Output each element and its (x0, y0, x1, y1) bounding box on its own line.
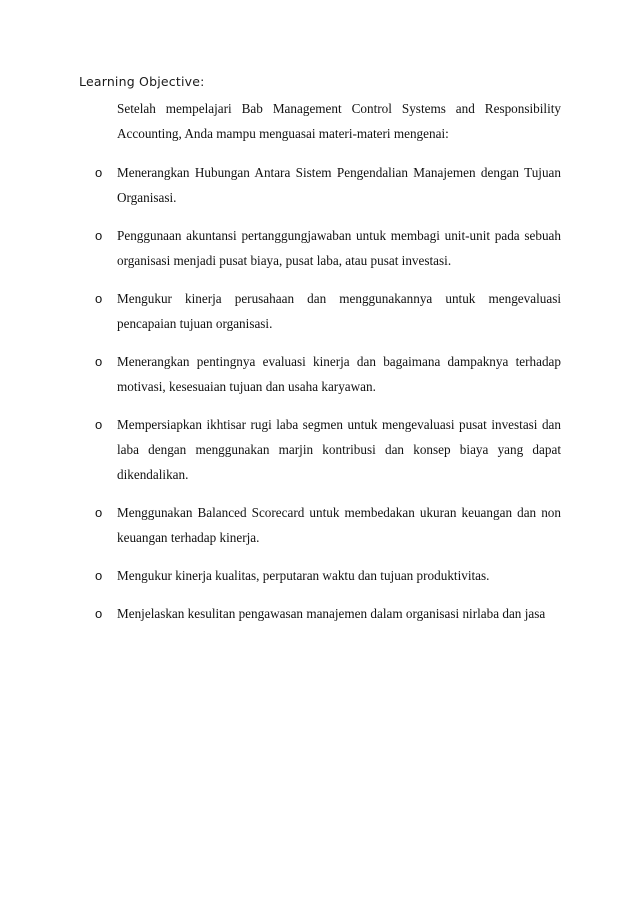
objective-text: Penggunaan akuntansi pertanggungjawaban untuk membagi unit-unit pada sebuah organisasi menjadi pusat biaya, pusat laba, atau pusat investasi. (117, 228, 561, 268)
bullet-circle-icon: o (95, 354, 103, 369)
objective-text: Menerangkan Hubungan Antara Sistem Pengendalian Manajemen dengan Tujuan Organisasi. (117, 165, 561, 205)
objective-text: Mengukur kinerja perusahaan dan menggunakannya untuk mengevaluasi pencapaian tujuan organisasi. (117, 291, 561, 331)
objective-item (0, 563, 638, 588)
intro-paragraph: Setelah mempelajari Bab Management Control Systems and Responsibility Accounting, Anda mampu menguasai materi-materi mengenai: (117, 101, 561, 141)
bullet-circle-icon: o (95, 505, 103, 520)
objective-item (0, 412, 638, 487)
objective-item (0, 500, 638, 550)
objective-item (0, 160, 638, 210)
objective-item (0, 223, 638, 273)
objective-item (0, 601, 638, 626)
objective-item (0, 286, 638, 336)
bullet-circle-icon: o (95, 568, 103, 583)
objective-text: Menerangkan pentingnya evaluasi kinerja dan bagaimana dampaknya terhadap motivasi, kesesuaian tujuan dan usaha karyawan. (117, 354, 561, 394)
objective-text: Mengukur kinerja kualitas, perputaran waktu dan tujuan produktivitas. (117, 568, 490, 583)
learning-objective-heading: Learning Objective: (79, 74, 205, 89)
objective-text: Menjelaskan kesulitan pengawasan manajemen dalam organisasi nirlaba dan jasa (117, 606, 546, 621)
bullet-circle-icon: o (95, 291, 103, 306)
objective-text: Menggunakan Balanced Scorecard untuk membedakan ukuran keuangan dan non keuangan terhadap kinerja. (117, 505, 561, 545)
bullet-circle-icon: o (95, 606, 103, 621)
objective-text: Mempersiapkan ikhtisar rugi laba segmen untuk mengevaluasi pusat investasi dan laba dengan menggunakan marjin kontribusi dan konsep biaya yang dapat dikendalikan. (117, 417, 561, 482)
bullet-circle-icon: o (95, 165, 103, 180)
objective-item (0, 349, 638, 399)
objectives-list (0, 160, 638, 639)
bullet-circle-icon: o (95, 228, 103, 243)
bullet-circle-icon: o (95, 417, 103, 432)
